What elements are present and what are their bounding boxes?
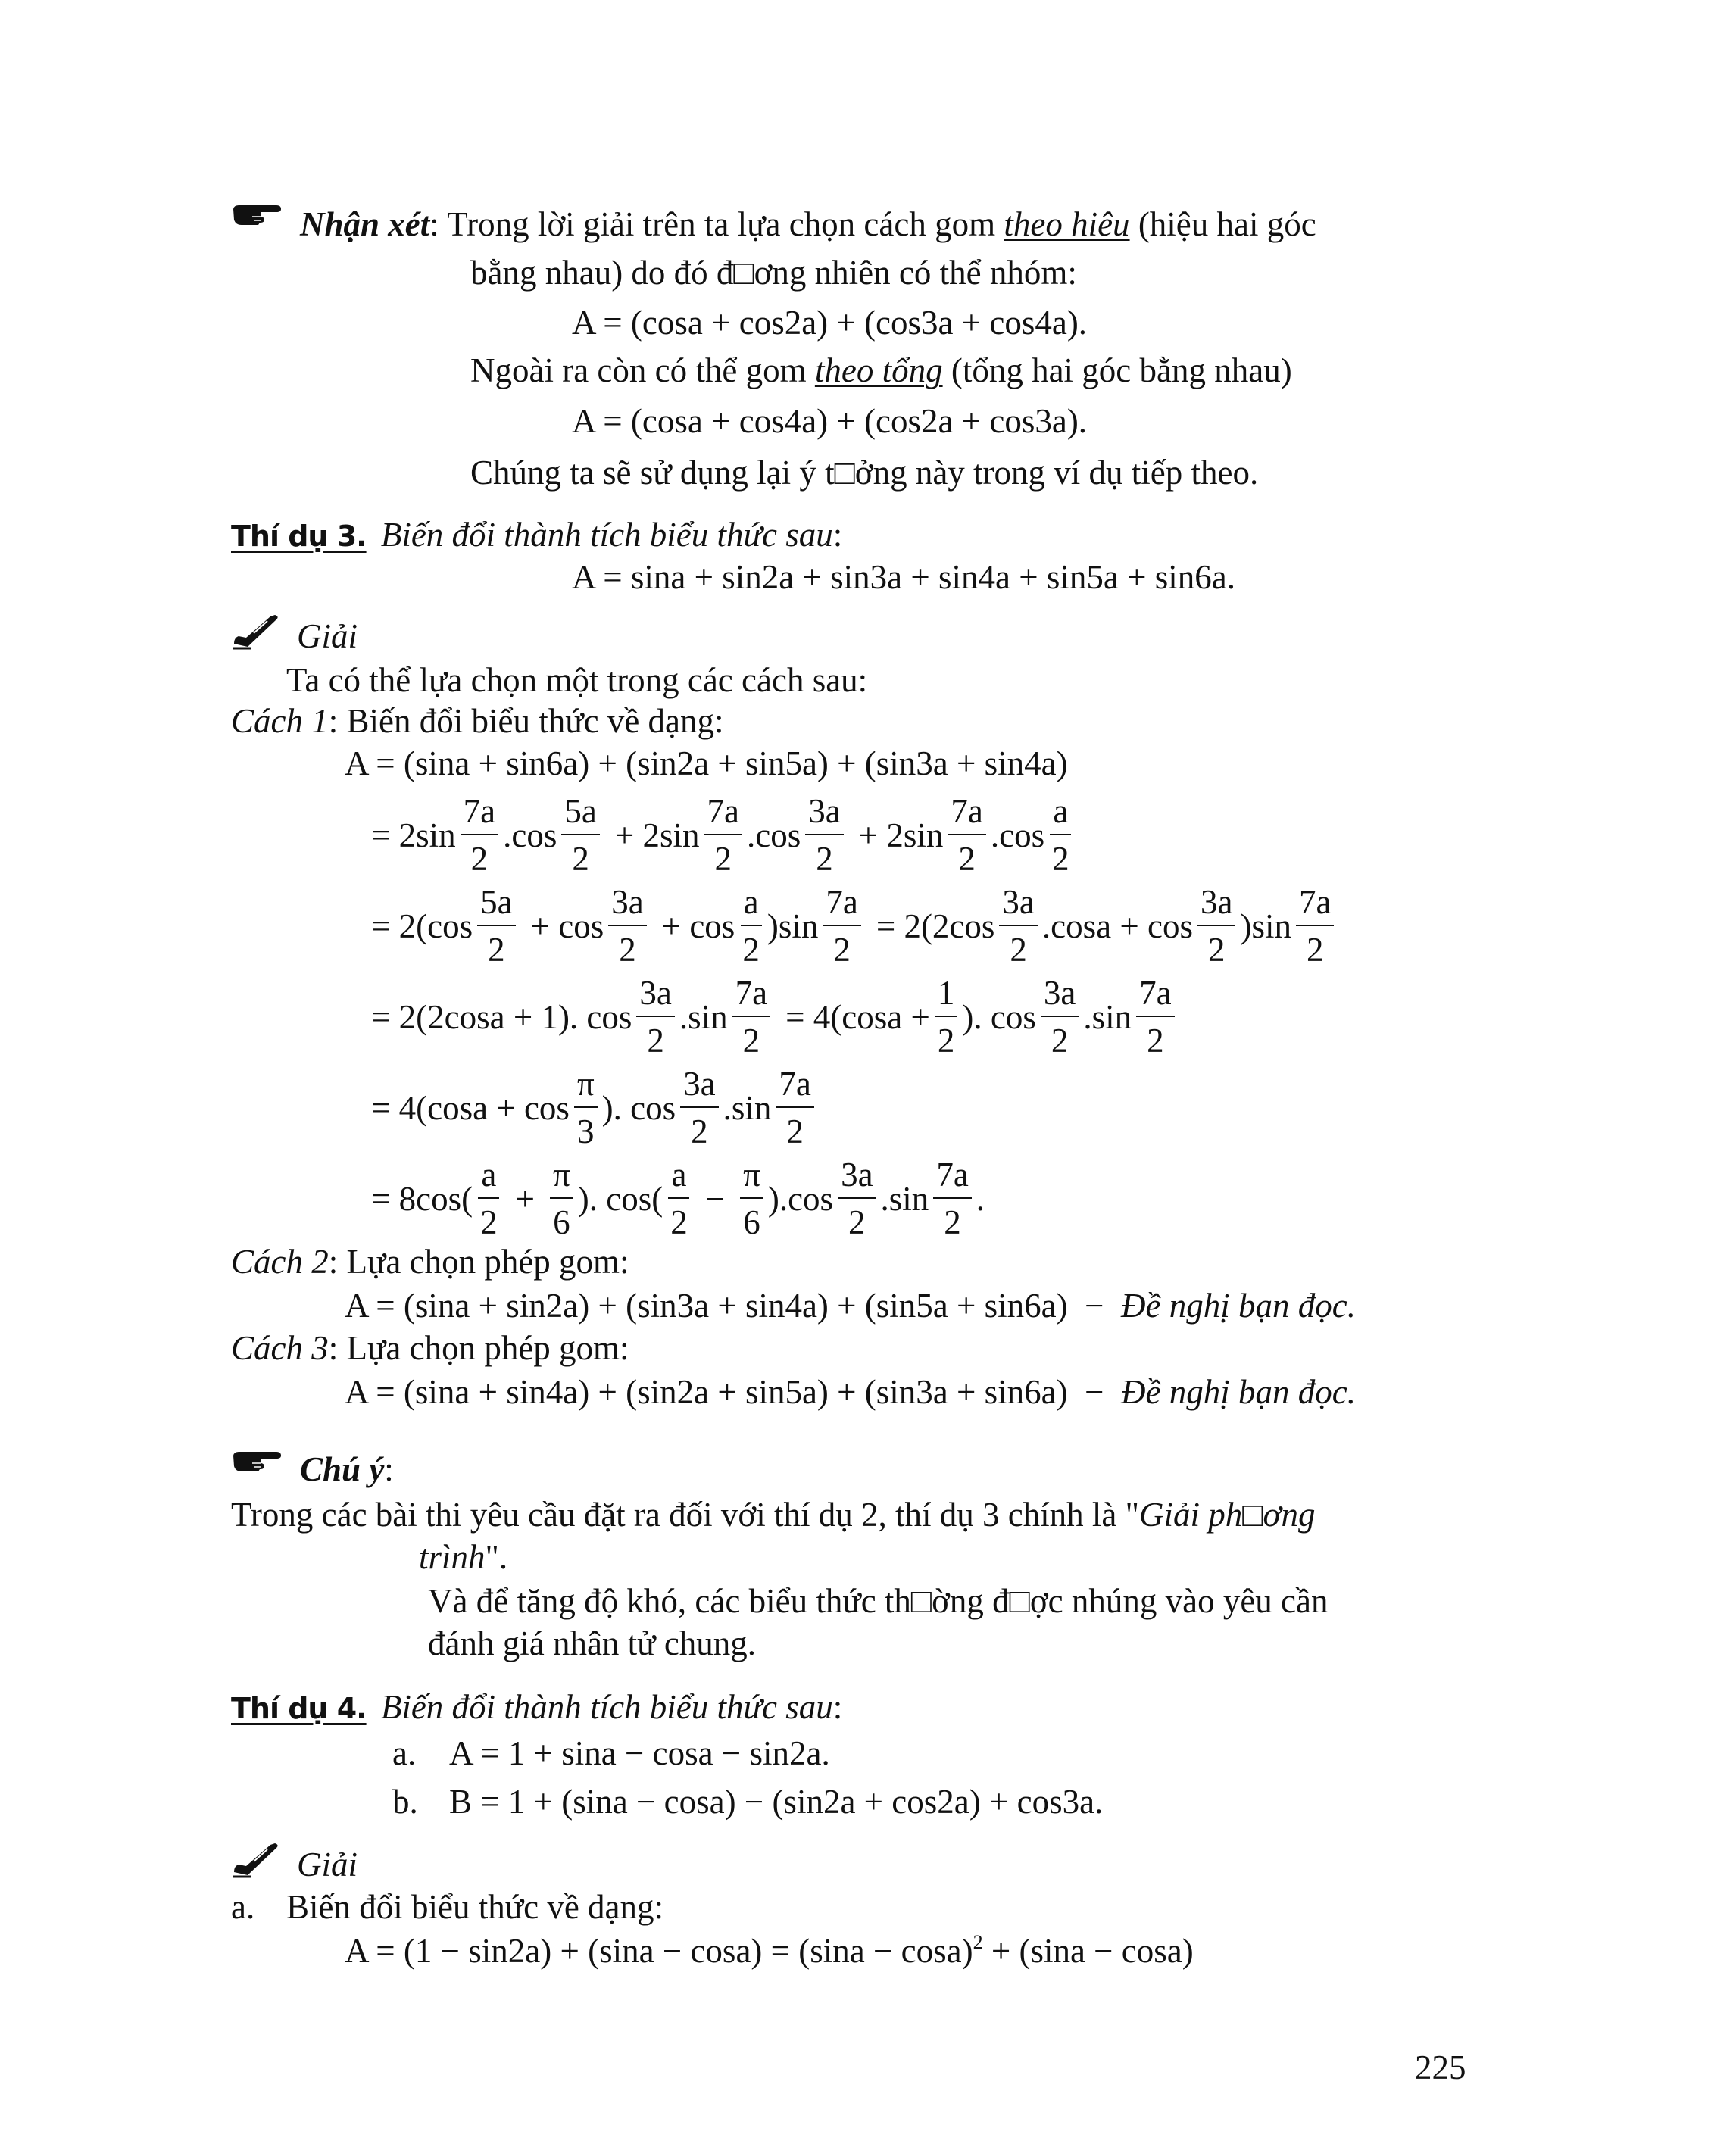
- theo-hieu-emphasis: theo hiêu: [1004, 205, 1130, 243]
- eq-2: [371, 885, 1338, 969]
- numerator: π: [574, 1066, 598, 1108]
- fraction: [823, 885, 860, 969]
- solution-3-label: Giải: [297, 617, 358, 655]
- eq2-term: )sin: [1240, 907, 1291, 945]
- remark-text-3a: Ngoài ra còn có thể gom: [470, 351, 815, 389]
- numerator: 3a: [805, 794, 843, 835]
- way-3-label: Cách 3: [231, 1329, 329, 1367]
- eq4-term: .sin: [723, 1088, 772, 1127]
- numerator: 5a: [477, 885, 515, 926]
- denominator: 3: [577, 1113, 595, 1151]
- eq3-term: = 4(cosa +: [785, 997, 930, 1036]
- way-1-label: Cách 1: [231, 702, 329, 740]
- numerator: a: [1050, 794, 1071, 835]
- item-a-label: a.: [392, 1734, 417, 1772]
- eq2-term: + cos: [661, 907, 735, 945]
- eq5-term: +: [515, 1179, 535, 1218]
- numerator: 3a: [1041, 975, 1079, 1017]
- note-line-1: [231, 1498, 1315, 1532]
- example-3-prompt: Biến đổi thành tích biểu thức sau: [380, 516, 833, 554]
- fraction: [776, 1066, 813, 1150]
- eq3-term: .sin: [1083, 997, 1132, 1036]
- eq-5: [371, 1157, 985, 1241]
- page-number: 225: [1415, 2049, 1466, 2086]
- way-2-line: [231, 1245, 629, 1279]
- fraction: [561, 794, 599, 878]
- note-label: Chú ý: [300, 1450, 385, 1488]
- remark-text-1b: (hiệu hai góc: [1129, 205, 1316, 243]
- numerator: π: [740, 1157, 763, 1199]
- numerator: 7a: [948, 794, 985, 835]
- example-4-item-a: [392, 1734, 830, 1772]
- numerator: 5a: [561, 794, 599, 835]
- note-colon: :: [384, 1450, 394, 1488]
- note-text-2b: ".: [485, 1538, 508, 1576]
- item-b-label: b.: [392, 1783, 418, 1821]
- numerator: 3a: [999, 885, 1037, 926]
- fraction: [740, 1157, 763, 1241]
- remark-line-4: Chúng ta sẽ sử dụng lại ý t□ởng này trong ví dụ tiếp theo.: [470, 454, 1259, 492]
- eq-a1: [345, 1933, 1194, 1968]
- way-2-text: : Lựa chọn phép gom:: [328, 1243, 629, 1281]
- numerator: 7a: [776, 1066, 813, 1108]
- numerator: 3a: [838, 1157, 876, 1199]
- fraction: [999, 885, 1037, 969]
- denominator: 2: [816, 840, 833, 878]
- eq5-term: −: [705, 1179, 726, 1218]
- fraction: [1136, 975, 1174, 1059]
- example-4-heading: Thí dụ 4.: [231, 1692, 367, 1725]
- denominator: 6: [743, 1203, 760, 1242]
- way-3-text: : Lựa chọn phép gom:: [328, 1329, 629, 1367]
- numerator: 1: [935, 975, 958, 1017]
- fraction: [838, 1157, 876, 1241]
- part-a-text: Biến đổi biểu thức về dạng:: [286, 1888, 664, 1926]
- eq2-term: = 2(cos: [371, 907, 473, 945]
- way-3-formula-line: [345, 1375, 1356, 1409]
- eq2-term: = 2(2cos: [876, 907, 995, 945]
- example-3-colon: :: [832, 516, 843, 554]
- eq2-term: .cosa + cos: [1041, 907, 1193, 945]
- numerator: 7a: [732, 975, 770, 1017]
- denominator: 2: [488, 931, 505, 969]
- part-a-line: [231, 1888, 664, 1926]
- fraction: [732, 975, 770, 1059]
- denominator: 2: [619, 931, 636, 969]
- fraction: [935, 975, 958, 1059]
- numerator: 7a: [933, 1157, 971, 1199]
- example-3-heading: Thí dụ 3.: [231, 520, 367, 553]
- eq-a1-exponent: 2: [973, 1931, 983, 1953]
- note-text-1-em: Giải ph□ơng: [1139, 1496, 1316, 1534]
- fraction: [550, 1157, 573, 1241]
- denominator: 6: [553, 1203, 570, 1242]
- denominator: 2: [742, 1022, 760, 1060]
- way-2-formula: A = (sina + sin2a) + (sin3a + sin4a) + (sin5a + sin6a) −: [345, 1287, 1122, 1325]
- denominator: 2: [714, 840, 732, 878]
- fraction: [1049, 794, 1073, 878]
- denominator: 2: [670, 1203, 688, 1242]
- numerator: a: [668, 1157, 689, 1199]
- denominator: 2: [1306, 931, 1324, 969]
- numerator: 7a: [461, 794, 498, 835]
- denominator: 2: [572, 840, 589, 878]
- numerator: 3a: [636, 975, 674, 1017]
- eq3-term: ). cos: [962, 997, 1036, 1036]
- way-3-line: [231, 1331, 629, 1365]
- note-text-1a: Trong các bài thi yêu cầu đặt ra đối với thí dụ 2, thí dụ 3 chính là ": [231, 1496, 1140, 1534]
- denominator: 2: [1147, 1022, 1164, 1060]
- fraction: [636, 975, 674, 1059]
- remark-label: Nhận xét: [300, 205, 430, 243]
- remark-formula-2: A = (cosa + cos4a) + (cos2a + cos3a).: [572, 402, 1088, 440]
- eq5-term: .sin: [880, 1179, 929, 1218]
- eq-1: [371, 794, 1077, 878]
- fraction: [739, 885, 763, 969]
- denominator: 2: [691, 1113, 708, 1151]
- remark-text-3b: (tổng hai góc bằng nhau): [942, 351, 1292, 389]
- denominator: 2: [958, 840, 976, 878]
- eq5-term: .: [976, 1179, 985, 1218]
- eq2-term: )sin: [767, 907, 819, 945]
- eq3-term: = 2(2cosa + 1). cos: [371, 997, 632, 1036]
- fraction: [933, 1157, 971, 1241]
- denominator: 2: [1010, 931, 1027, 969]
- way-3-note: Đề nghị bạn đọc.: [1121, 1373, 1356, 1411]
- theo-tong-emphasis: theo tổng: [814, 351, 943, 389]
- pointing-hand-icon: [231, 200, 283, 227]
- numerator: 3a: [1197, 885, 1235, 926]
- eq5-term: ).cos: [767, 1179, 834, 1218]
- way-1-text: : Biến đổi biểu thức về dạng:: [328, 702, 724, 740]
- eq-3: [371, 975, 1179, 1059]
- fraction: [680, 1066, 718, 1150]
- pointing-hand-icon: [231, 1446, 283, 1474]
- item-b-formula: B = 1 + (sina − cosa) − (sin2a + cos2a) + cos3a.: [449, 1783, 1104, 1821]
- note-heading: [300, 1450, 394, 1488]
- remark-line-1: [300, 205, 1316, 243]
- eq-a1-main: A = (1 − sin2a) + (sina − cosa) = (sina − cosa): [345, 1932, 973, 1970]
- remark-text-1a: Trong lời giải trên ta lựa chọn cách gom: [439, 205, 1004, 243]
- numerator: 7a: [1136, 975, 1174, 1017]
- fraction: [704, 794, 742, 878]
- example-4-colon: :: [832, 1688, 843, 1726]
- eq1-term: + 2sin: [614, 816, 700, 854]
- writing-hand-icon: [231, 613, 284, 650]
- remark-line-2: bằng nhau) do đó đ□ơng nhiên có thể nhóm:: [470, 254, 1077, 292]
- part-a-label: a.: [231, 1888, 255, 1926]
- eq-a1-tail: + (sina − cosa): [982, 1932, 1194, 1970]
- eq1-term: .cos: [503, 816, 557, 854]
- example-4-prompt: Biến đổi thành tích biểu thức sau: [380, 1688, 833, 1726]
- eq1-term: + 2sin: [858, 816, 944, 854]
- note-line-3: Và để tăng độ khó, các biểu thức th□ờng đ□ợc nhúng vào yêu cần: [428, 1582, 1329, 1620]
- eq-4: [371, 1066, 819, 1150]
- fraction: [1197, 885, 1235, 969]
- denominator: 2: [647, 1022, 664, 1060]
- denominator: 2: [944, 1203, 961, 1242]
- example-3-formula: A = sina + sin2a + sin3a + sin4a + sin5a + sin6a.: [572, 558, 1235, 596]
- denominator: 2: [470, 840, 489, 878]
- numerator: 7a: [823, 885, 860, 926]
- fraction: [1041, 975, 1079, 1059]
- remark-colon: :: [429, 205, 439, 243]
- fraction: [805, 794, 843, 878]
- fraction: [948, 794, 985, 878]
- eq3-term: .sin: [679, 997, 728, 1036]
- way-3-formula: A = (sina + sin4a) + (sin2a + sin5a) + (sin3a + sin6a) −: [345, 1373, 1122, 1411]
- numerator: 7a: [1296, 885, 1334, 926]
- solution-4-label: Giải: [297, 1846, 358, 1883]
- denominator: 2: [480, 1203, 498, 1242]
- way-2-label: Cách 2: [231, 1243, 329, 1281]
- denominator: 2: [833, 931, 851, 969]
- fraction: [1296, 885, 1334, 969]
- item-a-formula: A = 1 + sina − cosa − sin2a.: [449, 1734, 830, 1772]
- denominator: 2: [786, 1113, 804, 1151]
- numerator: a: [741, 885, 762, 926]
- note-line-4: đánh giá nhân tử chung.: [428, 1624, 757, 1662]
- denominator: 2: [1207, 931, 1226, 969]
- eq4-term: ). cos: [601, 1088, 676, 1127]
- numerator: 3a: [608, 885, 646, 926]
- eq5-term: = 8cos(: [371, 1179, 473, 1218]
- example-4-heading-line: [231, 1690, 842, 1724]
- remark-formula-1: A = (cosa + cos2a) + (cos3a + cos4a).: [572, 304, 1088, 342]
- way-1-line: [231, 704, 724, 738]
- eq5-term: ). cos(: [577, 1179, 663, 1218]
- eq1-term: .cos: [990, 816, 1045, 854]
- numerator: π: [550, 1157, 573, 1199]
- way-2-note: Đề nghị bạn đọc.: [1121, 1287, 1356, 1325]
- eq4-term: = 4(cosa + cos: [371, 1088, 570, 1127]
- denominator: 2: [742, 931, 760, 969]
- denominator: 2: [848, 1203, 866, 1242]
- denominator: 2: [937, 1022, 955, 1060]
- eq-0: A = (sina + sin6a) + (sin2a + sin5a) + (sin3a + sin4a): [345, 744, 1068, 782]
- eq2-term: + cos: [530, 907, 604, 945]
- numerator: 7a: [704, 794, 742, 835]
- fraction: [477, 885, 515, 969]
- fraction: [574, 1066, 598, 1150]
- way-2-formula-line: [345, 1289, 1356, 1323]
- example-4-item-b: [392, 1783, 1104, 1821]
- denominator: 2: [1052, 840, 1069, 878]
- fraction: [608, 885, 646, 969]
- example-3-heading-line: [231, 518, 842, 552]
- denominator: 2: [1051, 1022, 1069, 1060]
- solution-3-intro: Ta có thể lựa chọn một trong các cách sau:: [286, 661, 868, 699]
- note-text-2-em: trình: [419, 1538, 486, 1576]
- note-line-2: [419, 1540, 507, 1574]
- eq1-term: .cos: [747, 816, 801, 854]
- numerator: a: [478, 1157, 499, 1199]
- fraction: [667, 1157, 691, 1241]
- writing-hand-icon: [231, 1842, 284, 1878]
- fraction: [477, 1157, 501, 1241]
- fraction: [461, 794, 498, 878]
- remark-line-3: [470, 351, 1292, 389]
- numerator: 3a: [680, 1066, 718, 1108]
- eq1-term: = 2sin: [371, 816, 456, 854]
